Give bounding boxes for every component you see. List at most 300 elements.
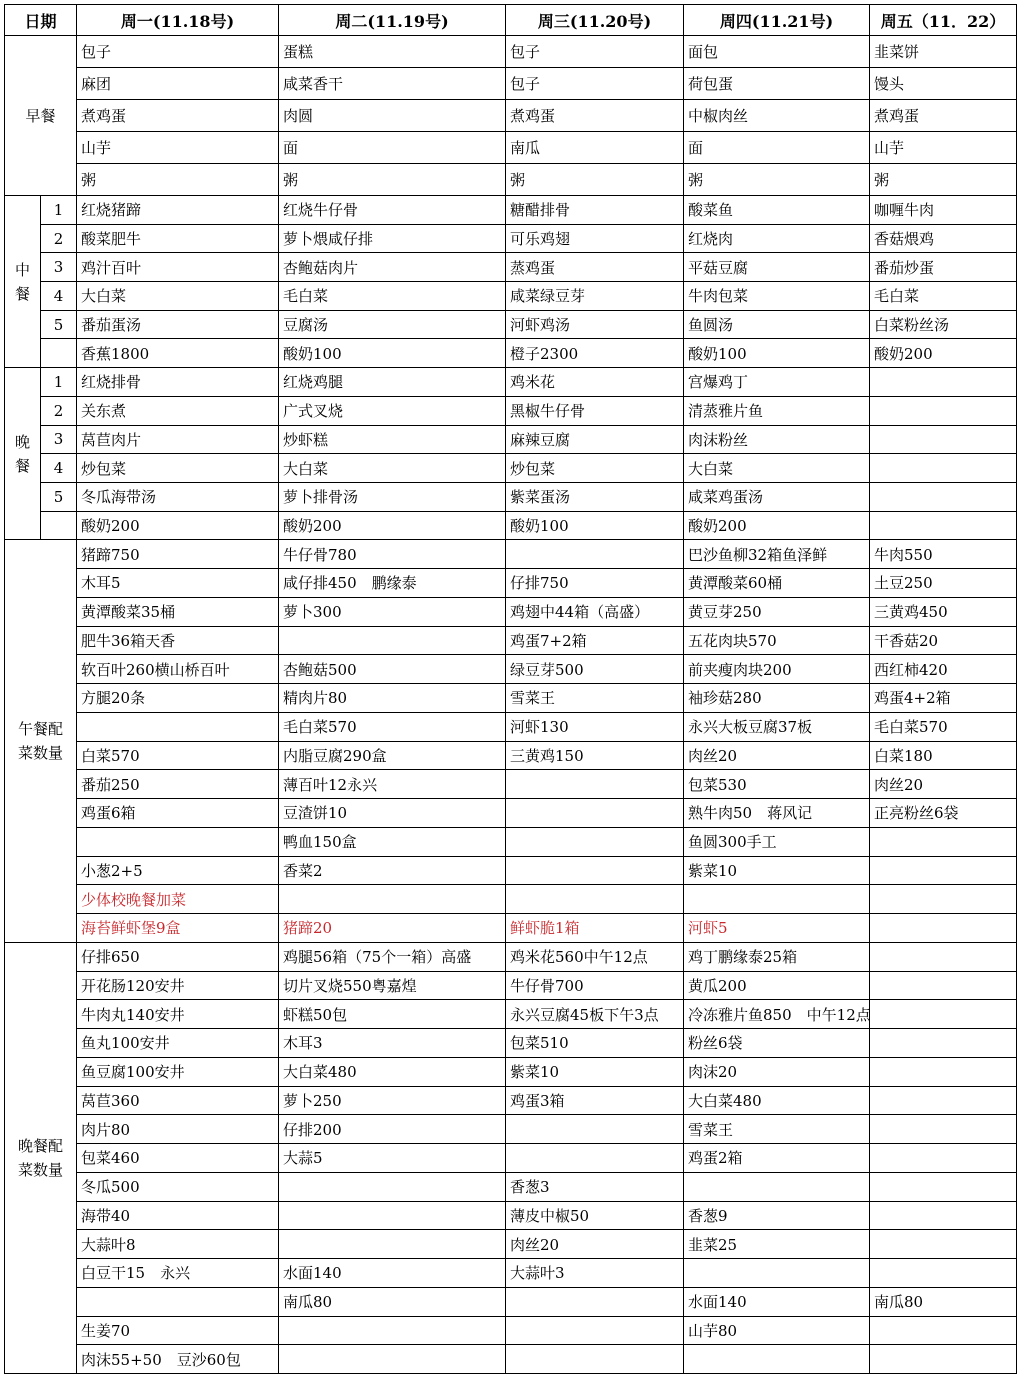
lunch-qty-item: 方腿20条 [77, 684, 279, 713]
dinner-qty-item [870, 942, 1017, 971]
dinner-qty-item: 大蒜5 [279, 1144, 506, 1173]
dinner-item: 大白菜 [279, 454, 506, 483]
dish-number: 3 [41, 425, 77, 454]
lunch-qty-item: 西红柿420 [870, 655, 1017, 684]
lunch-qty-item: 肉丝20 [870, 770, 1017, 799]
lunch-qty-item: 牛肉550 [870, 540, 1017, 569]
lunch-qty-item: 正亮粉丝6袋 [870, 799, 1017, 828]
dinner-qty-item: 大蒜叶8 [77, 1230, 279, 1259]
lunch-qty-item: 白菜180 [870, 741, 1017, 770]
dinner-item: 炒包菜 [506, 454, 684, 483]
dinner-qty-item: 南瓜80 [870, 1287, 1017, 1316]
lunch-item: 番茄炒蛋 [870, 253, 1017, 282]
empty-cell [684, 885, 870, 914]
lunch-item: 鸡汁百叶 [77, 253, 279, 282]
breakfast-row [5, 100, 1017, 132]
dinner-qty-item: 黄瓜200 [684, 971, 870, 1000]
dinner-qty-item: 南瓜80 [279, 1287, 506, 1316]
dinner-qty-item: 肉丝20 [506, 1230, 684, 1259]
lunch-item: 萝卜煨咸仔排 [279, 224, 506, 253]
lunch-qty-item: 鸡蛋7+2箱 [506, 626, 684, 655]
lunch-qty-item: 五花肉块570 [684, 626, 870, 655]
dinner-qty-item [870, 1172, 1017, 1201]
dinner-qty-item: 鱼豆腐100安井 [77, 1057, 279, 1086]
dinner-qty-row [5, 1057, 1017, 1086]
dinner-qty-item: 薄皮中椒50 [506, 1201, 684, 1230]
dinner-qty-row [5, 1086, 1017, 1115]
dinner-row [5, 425, 1017, 454]
dinner-item: 酸奶200 [77, 511, 279, 540]
lunch-qty-row [5, 540, 1017, 569]
dinner-qty-item [279, 1172, 506, 1201]
dinner-item: 萝卜排骨汤 [279, 482, 506, 511]
lunch-item: 可乐鸡翅 [506, 224, 684, 253]
dish-number [41, 339, 77, 368]
lunch-qty-item: 杏鲍菇500 [279, 655, 506, 684]
lunch-qty-item: 软百叶260横山桥百叶 [77, 655, 279, 684]
lunch-qty-row [5, 856, 1017, 885]
lunch-item: 大白菜 [77, 282, 279, 311]
dinner-item: 咸菜鸡蛋汤 [684, 482, 870, 511]
dinner-item: 关东煮 [77, 396, 279, 425]
lunch-item: 毛白菜 [279, 282, 506, 311]
breakfast-item: 包子 [506, 36, 684, 68]
breakfast-item: 煮鸡蛋 [77, 100, 279, 132]
dinner-qty-row [5, 1029, 1017, 1058]
lunch-row [5, 224, 1017, 253]
dinner-qty-item: 虾糕50包 [279, 1000, 506, 1029]
breakfast-row [5, 68, 1017, 100]
dinner-section-label: 餐 [14, 456, 30, 475]
day-header: 周四(11.21号) [684, 5, 870, 36]
lunch-qty-item [506, 770, 684, 799]
dinner-qty-item [870, 1144, 1017, 1173]
dinner-qty-row [5, 1000, 1017, 1029]
extra-dish-item: 鲜虾脆1箱 [506, 914, 684, 943]
breakfast-row [5, 132, 1017, 164]
day-header: 周二(11.19号) [279, 5, 506, 36]
lunch-qty-row [5, 799, 1017, 828]
dish-number: 5 [41, 310, 77, 339]
lunch-qty-item: 巴沙鱼柳32箱鱼泽鲜 [684, 540, 870, 569]
lunch-item: 鱼圆汤 [684, 310, 870, 339]
breakfast-item: 蛋糕 [279, 36, 506, 68]
dinner-qty-item: 牛肉丸140安井 [77, 1000, 279, 1029]
day-header: 周三(11.20号) [506, 5, 684, 36]
dinner-qty-item: 鸡丁鹏缘泰25箱 [684, 942, 870, 971]
lunch-qty-item [77, 827, 279, 856]
dinner-qty-item: 山芋80 [684, 1316, 870, 1345]
dinner-qty-item: 冬瓜500 [77, 1172, 279, 1201]
lunch-qty-item: 鸡蛋4+2箱 [870, 684, 1017, 713]
lunch-qty-item [506, 827, 684, 856]
dinner-qty-row [5, 1287, 1017, 1316]
dinner-qty-item: 鸡蛋2箱 [684, 1144, 870, 1173]
empty-cell [870, 885, 1017, 914]
lunch-item: 蒸鸡蛋 [506, 253, 684, 282]
breakfast-item: 煮鸡蛋 [870, 100, 1017, 132]
dinner-qty-item: 莴苣360 [77, 1086, 279, 1115]
lunch-qty-item: 包菜530 [684, 770, 870, 799]
dinner-qty-item: 水面140 [279, 1259, 506, 1288]
lunch-qty-item: 熟牛肉50 蒋风记 [684, 799, 870, 828]
lunch-item: 酸奶100 [279, 339, 506, 368]
breakfast-item: 山芋 [870, 132, 1017, 164]
dinner-qty-item [506, 1115, 684, 1144]
dinner-item: 炒包菜 [77, 454, 279, 483]
dinner-qty-item: 紫菜10 [506, 1057, 684, 1086]
dinner-qty-item: 香葱9 [684, 1201, 870, 1230]
breakfast-item: 煮鸡蛋 [506, 100, 684, 132]
lunch-qty-section-label: 菜数量 [18, 744, 64, 762]
dinner-qty-row [5, 1144, 1017, 1173]
breakfast-item: 粥 [684, 164, 870, 196]
dinner-qty-item [870, 1057, 1017, 1086]
lunch-qty-item [870, 856, 1017, 885]
dish-number [41, 511, 77, 540]
extra-dish-item: 猪蹄20 [279, 914, 506, 943]
dinner-item [870, 368, 1017, 397]
lunch-qty-item [506, 856, 684, 885]
dinner-item: 清蒸雅片鱼 [684, 396, 870, 425]
empty-cell [279, 885, 506, 914]
dinner-qty-item: 鸡腿56箱（75个一箱）高盛 [279, 942, 506, 971]
lunch-qty-item: 豆渣饼10 [279, 799, 506, 828]
dinner-qty-section-text [18, 1134, 63, 1182]
dinner-item: 紫菜蛋汤 [506, 482, 684, 511]
dinner-qty-row [5, 1345, 1017, 1374]
dinner-qty-section-label: 晚餐配 [18, 1136, 64, 1155]
dinner-section [5, 368, 41, 540]
lunch-qty-item: 雪菜王 [506, 684, 684, 713]
dinner-qty-section [5, 942, 77, 1373]
dish-number: 1 [41, 196, 77, 225]
lunch-item: 牛肉包菜 [684, 282, 870, 311]
lunch-item: 酸奶200 [870, 339, 1017, 368]
breakfast-item: 馒头 [870, 68, 1017, 100]
lunch-qty-item: 土豆250 [870, 569, 1017, 598]
dish-number: 1 [41, 368, 77, 397]
lunch-item: 橙子2300 [506, 339, 684, 368]
menu-body [5, 36, 1017, 1374]
lunch-item: 毛白菜 [870, 282, 1017, 311]
dinner-qty-item: 切片叉烧550粤嘉煌 [279, 971, 506, 1000]
extra-dish-item [870, 914, 1017, 943]
breakfast-item: 麻团 [77, 68, 279, 100]
lunch-section-label: 中 [14, 260, 30, 279]
lunch-qty-item: 肥牛36箱天香 [77, 626, 279, 655]
lunch-qty-item [870, 827, 1017, 856]
lunch-qty-item [279, 626, 506, 655]
lunch-qty-section-label: 午餐配 [18, 720, 64, 738]
dinner-item: 酸奶200 [279, 511, 506, 540]
lunch-qty-item [77, 712, 279, 741]
dinner-qty-item: 永兴豆腐45板下午3点 [506, 1000, 684, 1029]
dinner-item: 冬瓜海带汤 [77, 482, 279, 511]
breakfast-row [5, 164, 1017, 196]
dinner-item: 肉沫粉丝 [684, 425, 870, 454]
breakfast-item: 荷包蛋 [684, 68, 870, 100]
breakfast-item: 包子 [506, 68, 684, 100]
breakfast-item: 粥 [506, 164, 684, 196]
lunch-qty-row [5, 684, 1017, 713]
lunch-qty-item: 咸仔排450 鹏缘泰 [279, 569, 506, 598]
lunch-qty-item: 薄百叶12永兴 [279, 770, 506, 799]
dinner-item: 大白菜 [684, 454, 870, 483]
dish-number: 2 [41, 396, 77, 425]
breakfast-section-text [26, 104, 56, 128]
lunch-qty-item: 三黄鸡150 [506, 741, 684, 770]
dinner-qty-row [5, 1201, 1017, 1230]
lunch-item: 酸菜鱼 [684, 196, 870, 225]
dinner-qty-item [870, 1345, 1017, 1374]
dinner-item: 酸奶100 [506, 511, 684, 540]
dinner-qty-item [870, 1230, 1017, 1259]
dinner-qty-item: 白豆干15 永兴 [77, 1259, 279, 1288]
dinner-qty-item: 粉丝6袋 [684, 1029, 870, 1058]
dinner-item: 红烧排骨 [77, 368, 279, 397]
lunch-qty-item: 木耳5 [77, 569, 279, 598]
lunch-item: 豆腐汤 [279, 310, 506, 339]
dinner-qty-item: 鸡蛋3箱 [506, 1086, 684, 1115]
dinner-qty-item: 大白菜480 [279, 1057, 506, 1086]
dinner-item: 广式叉烧 [279, 396, 506, 425]
lunch-qty-item: 前夹瘦肉块200 [684, 655, 870, 684]
dinner-item [870, 511, 1017, 540]
lunch-item: 红烧肉 [684, 224, 870, 253]
dinner-qty-item: 大蒜叶3 [506, 1259, 684, 1288]
dinner-qty-item: 包菜510 [506, 1029, 684, 1058]
dinner-qty-item: 大白菜480 [684, 1086, 870, 1115]
dinner-row [5, 396, 1017, 425]
lunch-item: 咸菜绿豆芽 [506, 282, 684, 311]
dinner-qty-item [870, 1259, 1017, 1288]
lunch-row [5, 339, 1017, 368]
dinner-qty-item [684, 1345, 870, 1374]
dinner-row [5, 368, 1017, 397]
dinner-qty-item [870, 1115, 1017, 1144]
dinner-item [870, 482, 1017, 511]
dinner-qty-item: 肉沫20 [684, 1057, 870, 1086]
dinner-item [870, 454, 1017, 483]
breakfast-item: 粥 [279, 164, 506, 196]
lunch-qty-item: 猪蹄750 [77, 540, 279, 569]
lunch-qty-row [5, 626, 1017, 655]
dinner-qty-item: 水面140 [684, 1287, 870, 1316]
extra-dishes-label: 少体校晚餐加菜 [77, 885, 279, 914]
lunch-item: 酸奶100 [684, 339, 870, 368]
lunch-qty-item: 鱼圆300手工 [684, 827, 870, 856]
dinner-qty-item: 肉片80 [77, 1115, 279, 1144]
lunch-qty-row [5, 597, 1017, 626]
dinner-qty-row [5, 1259, 1017, 1288]
lunch-item: 香菇煨鸡 [870, 224, 1017, 253]
menu-table [4, 4, 1017, 1374]
extra-dish-item: 海苔鲜虾堡9盒 [77, 914, 279, 943]
dinner-item: 麻辣豆腐 [506, 425, 684, 454]
dish-number: 2 [41, 224, 77, 253]
breakfast-item: 韭菜饼 [870, 36, 1017, 68]
lunch-qty-item: 鸡翅中44箱（高盛） [506, 597, 684, 626]
dinner-item: 宫爆鸡丁 [684, 368, 870, 397]
breakfast-item: 南瓜 [506, 132, 684, 164]
dinner-qty-item: 木耳3 [279, 1029, 506, 1058]
lunch-qty-item [506, 799, 684, 828]
dinner-row [5, 454, 1017, 483]
lunch-item: 红烧猪蹄 [77, 196, 279, 225]
dinner-qty-row [5, 1172, 1017, 1201]
lunch-qty-item: 黄豆芽250 [684, 597, 870, 626]
dinner-qty-item [870, 971, 1017, 1000]
extra-dish-item: 河虾5 [684, 914, 870, 943]
lunch-item: 河虾鸡汤 [506, 310, 684, 339]
dinner-qty-item [870, 1316, 1017, 1345]
dinner-qty-row [5, 1115, 1017, 1144]
dinner-section-text [15, 430, 30, 478]
dish-number: 4 [41, 282, 77, 311]
dinner-qty-row [5, 1230, 1017, 1259]
dinner-item: 炒虾糕 [279, 425, 506, 454]
breakfast-item: 包子 [77, 36, 279, 68]
dinner-qty-item [870, 1201, 1017, 1230]
dinner-qty-item: 生姜70 [77, 1316, 279, 1345]
lunch-qty-item: 牛仔骨780 [279, 540, 506, 569]
lunch-qty-item: 黄潭酸菜35桶 [77, 597, 279, 626]
lunch-qty-row [5, 712, 1017, 741]
lunch-qty-item: 紫菜10 [684, 856, 870, 885]
dinner-item: 鸡米花 [506, 368, 684, 397]
lunch-qty-item: 干香菇20 [870, 626, 1017, 655]
lunch-item: 白菜粉丝汤 [870, 310, 1017, 339]
date-header: 日期 [5, 5, 77, 36]
lunch-item: 糖醋排骨 [506, 196, 684, 225]
dinner-qty-item [506, 1144, 684, 1173]
lunch-item: 红烧牛仔骨 [279, 196, 506, 225]
lunch-qty-row [5, 827, 1017, 856]
breakfast-item: 山芋 [77, 132, 279, 164]
lunch-item: 杏鲍菇肉片 [279, 253, 506, 282]
day-header: 周一(11.18号) [77, 5, 279, 36]
dinner-qty-item [506, 1287, 684, 1316]
dinner-item: 酸奶200 [684, 511, 870, 540]
breakfast-item: 粥 [870, 164, 1017, 196]
dinner-qty-item [870, 1086, 1017, 1115]
dinner-qty-row [5, 1316, 1017, 1345]
lunch-qty-section-text [18, 717, 63, 765]
dinner-qty-item: 雪菜王 [684, 1115, 870, 1144]
lunch-qty-item: 肉丝20 [684, 741, 870, 770]
lunch-qty-row [5, 770, 1017, 799]
lunch-qty-item [506, 540, 684, 569]
lunch-row [5, 196, 1017, 225]
lunch-qty-item: 毛白菜570 [279, 712, 506, 741]
lunch-row [5, 310, 1017, 339]
lunch-item: 平菇豆腐 [684, 253, 870, 282]
empty-cell [506, 885, 684, 914]
lunch-item: 香蕉1800 [77, 339, 279, 368]
dish-number: 3 [41, 253, 77, 282]
dish-number: 4 [41, 454, 77, 483]
dinner-qty-item: 仔排200 [279, 1115, 506, 1144]
dinner-qty-item [279, 1201, 506, 1230]
dinner-qty-item: 鱼丸100安井 [77, 1029, 279, 1058]
dinner-qty-item [506, 1316, 684, 1345]
lunch-qty-row [5, 885, 1017, 914]
lunch-qty-item: 毛白菜570 [870, 712, 1017, 741]
lunch-qty-item: 香菜2 [279, 856, 506, 885]
dinner-qty-item [684, 1259, 870, 1288]
lunch-qty-item: 黄潭酸菜60桶 [684, 569, 870, 598]
header-row [5, 5, 1017, 36]
lunch-qty-item: 三黄鸡450 [870, 597, 1017, 626]
dinner-item [870, 396, 1017, 425]
breakfast-section [5, 36, 77, 196]
lunch-qty-item: 番茄250 [77, 770, 279, 799]
dinner-qty-item: 鸡米花560中午12点 [506, 942, 684, 971]
dinner-qty-item [279, 1230, 506, 1259]
lunch-qty-item: 小葱2+5 [77, 856, 279, 885]
lunch-qty-item: 绿豆芽500 [506, 655, 684, 684]
dinner-qty-item [506, 1345, 684, 1374]
dinner-section-label: 晚 [14, 432, 30, 451]
dinner-qty-item [870, 1000, 1017, 1029]
breakfast-item: 粥 [77, 164, 279, 196]
dinner-qty-item [279, 1316, 506, 1345]
dinner-qty-item: 韭菜25 [684, 1230, 870, 1259]
lunch-qty-row [5, 741, 1017, 770]
lunch-qty-row [5, 569, 1017, 598]
lunch-qty-item: 萝卜300 [279, 597, 506, 626]
lunch-item: 酸菜肥牛 [77, 224, 279, 253]
dinner-qty-item: 牛仔骨700 [506, 971, 684, 1000]
lunch-row [5, 282, 1017, 311]
dinner-item: 莴苣肉片 [77, 425, 279, 454]
dish-number: 5 [41, 482, 77, 511]
dinner-qty-item: 冷冻雅片鱼850 中午12点 [684, 1000, 870, 1029]
lunch-item: 咖喱牛肉 [870, 196, 1017, 225]
lunch-row [5, 253, 1017, 282]
breakfast-item: 面 [684, 132, 870, 164]
lunch-qty-item: 袖珍菇280 [684, 684, 870, 713]
breakfast-item: 中椒肉丝 [684, 100, 870, 132]
lunch-item: 番茄蛋汤 [77, 310, 279, 339]
lunch-qty-item: 鸡蛋6箱 [77, 799, 279, 828]
breakfast-item: 面包 [684, 36, 870, 68]
dinner-qty-item [77, 1287, 279, 1316]
dinner-qty-item: 香葱3 [506, 1172, 684, 1201]
breakfast-item: 咸菜香干 [279, 68, 506, 100]
dinner-qty-section-label: 菜数量 [18, 1160, 64, 1179]
breakfast-item: 肉圆 [279, 100, 506, 132]
lunch-section-label: 餐 [14, 284, 30, 303]
dinner-qty-item [684, 1172, 870, 1201]
dinner-item [870, 425, 1017, 454]
lunch-qty-item: 精肉片80 [279, 684, 506, 713]
lunch-qty-item: 内脂豆腐290盒 [279, 741, 506, 770]
dinner-qty-item: 仔排650 [77, 942, 279, 971]
day-header: 周五（11．22） [870, 5, 1017, 36]
breakfast-item: 面 [279, 132, 506, 164]
dinner-qty-item: 肉沫55+50 豆沙60包 [77, 1345, 279, 1374]
dinner-qty-row [5, 942, 1017, 971]
lunch-qty-row [5, 655, 1017, 684]
lunch-qty-item: 鸭血150盒 [279, 827, 506, 856]
dinner-qty-item [279, 1345, 506, 1374]
dinner-qty-item: 萝卜250 [279, 1086, 506, 1115]
lunch-qty-section [5, 540, 77, 943]
dinner-qty-item: 海带40 [77, 1201, 279, 1230]
lunch-qty-item: 仔排750 [506, 569, 684, 598]
